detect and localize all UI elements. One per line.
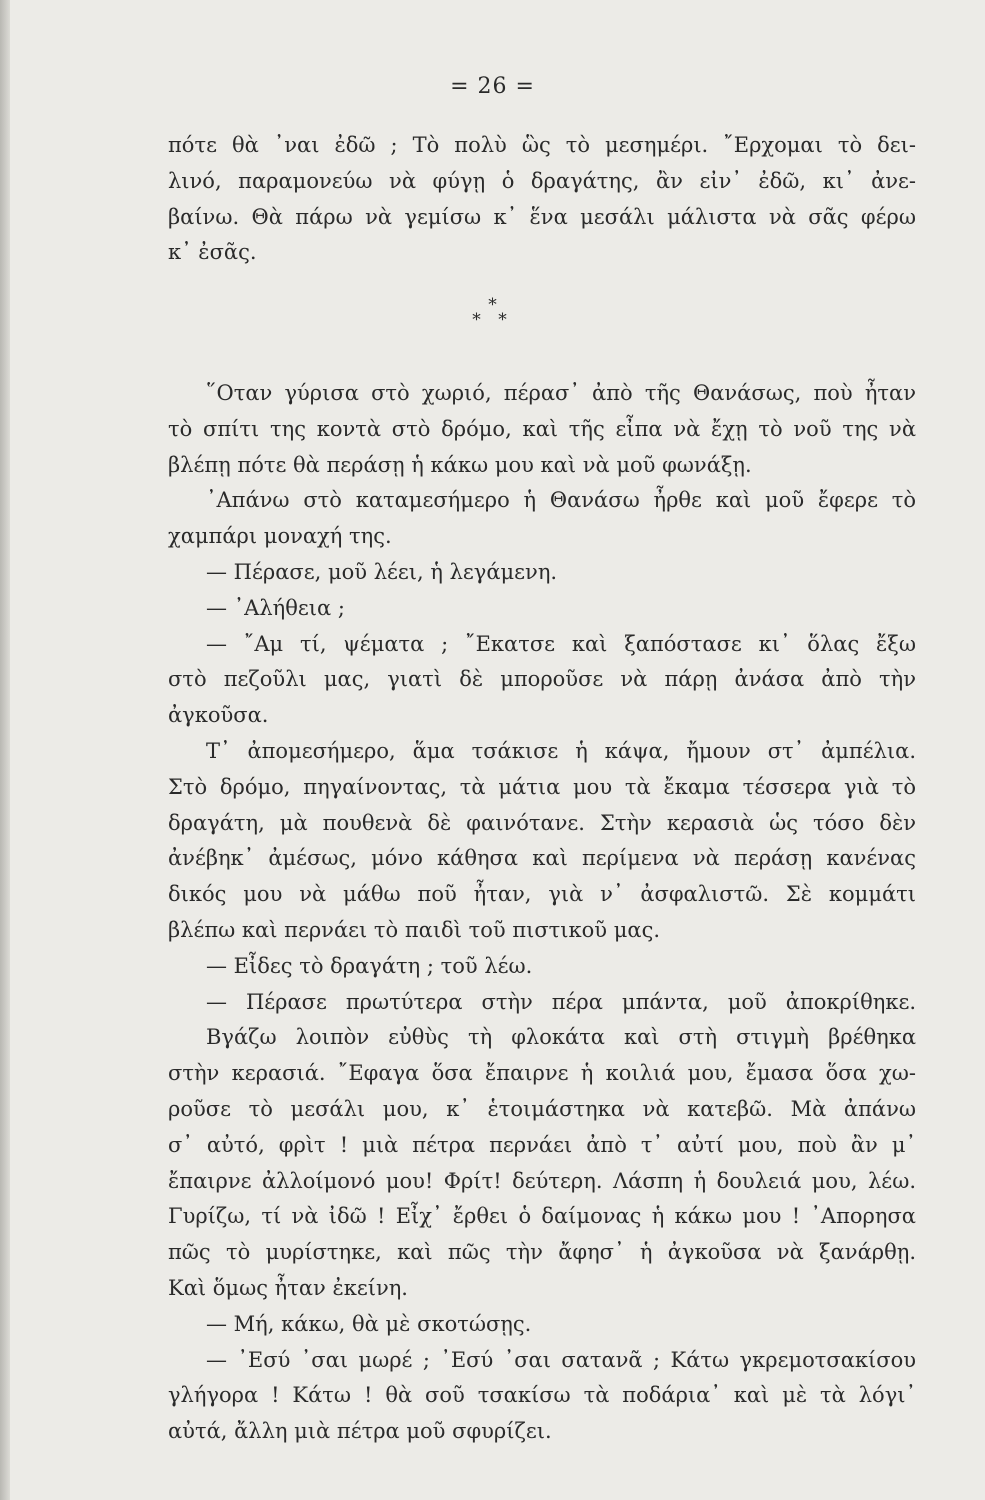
text-line: — ῎Αμ τί, ψέματα ; ῎Εκατσε καὶ ξαπόστασε κι᾽ ὅλας ἔξω xyxy=(206,631,916,656)
text-line: Στὸ δρόμο, πηγαίνοντας, τὰ μάτια μου τὰ ἔκαμα τέσσερα γιὰ τὸ xyxy=(168,774,916,799)
text-line: Καὶ ὅμως ἦταν ἐκείνη. xyxy=(168,1275,408,1300)
page-number: = 26 = xyxy=(450,74,535,99)
text-line: γλήγορα ! Κάτω ! θὰ σοῦ τσακίσω τὰ ποδάρια᾽ καὶ μὲ τὰ λόγι᾽ xyxy=(168,1383,916,1408)
text-line: στὸ πεζοῦλι μας, γιατὶ δὲ μποροῦσε νὰ πάρῃ ἀνάσα ἀπὸ τὴν xyxy=(168,667,916,692)
text-line: ἀνέβηκ᾽ ἀμέσως, μόνο κάθησα καὶ περίμενα νὰ περάσῃ κανένας xyxy=(168,846,916,871)
asterism-top: * xyxy=(488,295,497,315)
text-line: — Πέρασε, μοῦ λέει, ἡ λεγάμενη. xyxy=(206,559,558,584)
text-line: ᾽Απάνω στὸ καταμεσήμερο ἡ Θανάσω ἦρθε καὶ μοῦ ἔφερε τὸ xyxy=(206,488,916,513)
text-line: κ᾽ ἐσᾶς. xyxy=(168,240,257,265)
page-edge xyxy=(0,0,10,1500)
text-line: τὸ σπίτι της κοντὰ στὸ δρόμο, καὶ τῆς εἶπα νὰ ἔχῃ τὸ νοῦ της νὰ xyxy=(168,416,916,441)
text-line: δικός μου νὰ μάθω ποῦ ἦταν, γιὰ ν᾽ ἀσφαλιστῶ. Σὲ κομμάτι xyxy=(168,882,916,907)
text-line: πῶς τὸ μυρίστηκε, καὶ πῶς τὴν ἄφησ᾽ ἡ ἀγκοῦσα νὰ ξανάρθῃ. xyxy=(168,1240,916,1265)
text-line: βαίνω. Θὰ πάρω νὰ γεμίσω κ᾽ ἕνα μεσάλι μάλιστα νὰ σᾶς φέρω xyxy=(168,204,916,229)
paragraph-after xyxy=(168,376,916,1450)
text-line: ἀγκοῦσα. xyxy=(168,703,269,728)
text-line: χαμπάρι μοναχή της. xyxy=(168,524,392,549)
text-line: — Εἶδες τὸ δραγάτη ; τοῦ λέω. xyxy=(206,953,533,978)
text-line: στὴν κερασιά. ῎Εφαγα ὅσα ἔπαιρνε ἡ κοιλιά μου, ἔμασα ὅσα χω- xyxy=(168,1061,916,1086)
asterism-bottom: * * xyxy=(472,310,513,330)
text-line: αὐτά, ἄλλη μιὰ πέτρα μοῦ σφυρίζει. xyxy=(168,1419,552,1444)
text-line: σ᾽ αὐτό, φρὶτ ! μιὰ πέτρα περνάει ἀπὸ τ᾽ αὐτί μου, ποὺ ἂν μ᾽ xyxy=(168,1132,916,1157)
paragraph-before xyxy=(168,128,916,271)
text-line: λινό, παραμονεύω νὰ φύγῃ ὁ δραγάτης, ἂν εἰν᾽ ἐδῶ, κι᾽ ἀνε- xyxy=(168,168,916,193)
text-line: — Μή, κάκω, θὰ μὲ σκοτώσῃς. xyxy=(206,1311,532,1336)
text-line: βλέπω καὶ περνάει τὸ παιδὶ τοῦ πιστικοῦ μας. xyxy=(168,917,661,942)
text-line: — ᾽Αλήθεια ; xyxy=(206,595,345,620)
text-line: — Πέρασε πρωτύτερα στὴν πέρα μπάντα, μοῦ ἀποκρίθηκε. xyxy=(206,989,916,1014)
text-line: ἔπαιρνε ἀλλοίμονό μου! Φρίτ! δεύτερη. Λάσπη ἡ δουλειά μου, λέω. xyxy=(168,1168,916,1193)
text-line: Γυρίζω, τί νὰ ἰδῶ ! Εἶχ᾽ ἔρθει ὁ δαίμονας ἡ κάκω μου ! ᾽Απορησα xyxy=(168,1204,916,1229)
text-line: ῞Οταν γύρισα στὸ χωριό, πέρασ᾽ ἀπὸ τῆς Θανάσως, ποὺ ἦταν xyxy=(206,381,916,405)
text-line: ροῦσε τὸ μεσάλι μου, κ᾽ ἑτοιμάστηκα νὰ κατεβῶ. Μὰ ἀπάνω xyxy=(168,1096,916,1121)
text-line: δραγάτη, μὰ πουθενὰ δὲ φαινότανε. Στὴν κερασιὰ ὡς τόσο δὲν xyxy=(168,810,916,835)
section-asterism xyxy=(0,295,985,330)
text-line: Βγάζω λοιπὸν εὐθὺς τὴ φλοκάτα καὶ στὴ στιγμὴ βρέθηκα xyxy=(206,1025,916,1050)
text-line: Τ᾽ ἀπομεσήμερο, ἅμα τσάκισε ἡ κάψα, ἤμουν στ᾽ ἀμπέλια. xyxy=(206,738,916,763)
text-line: — ᾽Εσύ ᾽σαι μωρέ ; ᾽Εσύ ᾽σαι σατανᾶ ; Κάτω γκρεμοτσακίσου xyxy=(206,1347,916,1372)
text-line: βλέπῃ πότε θὰ περάσῃ ἡ κάκω μου καὶ νὰ μοῦ φωνάξῃ. xyxy=(168,452,752,477)
text-line: πότε θὰ ᾽ναι ἐδῶ ; Τὸ πολὺ ὣς τὸ μεσημέρι. ῎Ερχομαι τὸ δει- xyxy=(168,133,916,157)
